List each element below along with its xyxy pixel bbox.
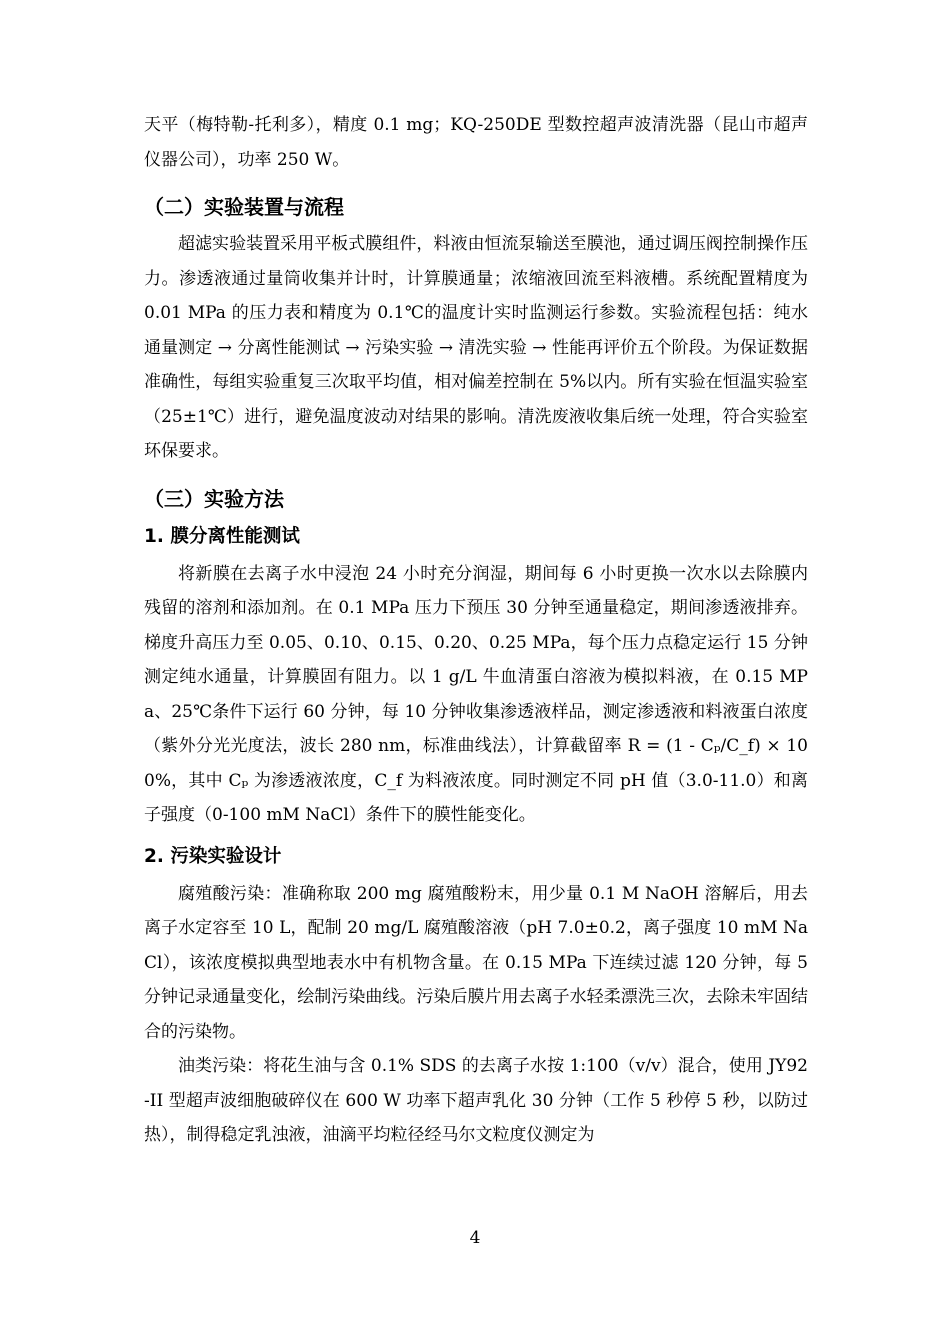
paragraph-equipment-tail: 天平（梅特勒-托利多），精度 0.1 mg；KQ-250DE 型数控超声波清洗器（昆山市超声仪器公司），功率 250 W。 [144, 115, 808, 170]
page-content [144, 108, 808, 1153]
section-heading-apparatus: （二）实验装置与流程 [144, 195, 344, 219]
paragraph-humic-fouling: 腐殖酸污染：准确称取 200 mg 腐殖酸粉末，用少量 0.1 M NaOH 溶解后，用去离子水定容至 10 L，配制 20 mg/L 腐殖酸溶液（pH 7.0±0.2，离子强度 10 mM NaCl），该浓度模拟典型地表水中有机物含量。在 0.15 MPa 下连续过滤 120 分钟，每 5 分钟记录通量变化，绘制污染曲线。污染后膜片用去离子水轻柔漂洗三次，去除未牢固结合的污染物。 [144, 883, 808, 1042]
subsection-heading-separation: 1. 膜分离性能测试 [144, 525, 300, 547]
section-heading-methods: （三）实验方法 [144, 486, 284, 511]
paragraph-oil-fouling: 油类污染：将花生油与含 0.1% SDS 的去离子水按 1:100（v/v）混合，使用 JY92-II 型超声波细胞破碎仪在 600 W 功率下超声乳化 30 分钟（工作 5 秒停 5 秒，以防过热），制得稳定乳浊液，油滴平均粒径经马尔文粒度仪测定为 [144, 1056, 808, 1145]
paragraph-apparatus: 超滤实验装置采用平板式膜组件，料液由恒流泵输送至膜池，通过调压阀控制操作压力。渗透液通过量筒收集并计时，计算膜通量；浓缩液回流至料液槽。系统配置精度为 0.01 MPa 的压力表和精度为 0.1℃的温度计实时监测运行参数。实验流程包括：纯水通量测定 → 分离性能测试 → 污染实验 → 清洗实验 → 性能再评价五个阶段。为保证数据准确性，每组实验重复三次取平均值，相对偏差控制在 5%以内。所有实验在恒温实验室（25±1℃）进行，避免温度波动对结果的影响。清洗废液收集后统一处理，符合实验室环保要求。 [144, 234, 808, 461]
paragraph-separation-test: 将新膜在去离子水中浸泡 24 小时充分润湿，期间每 6 小时更换一次水以去除膜内残留的溶剂和添加剂。在 0.1 MPa 压力下预压 30 分钟至通量稳定，期间渗透液排弃。梯度升高压力至 0.05、0.10、0.15、0.20、0.25 MPa，每个压力点稳定运行 15 分钟测定纯水通量，计算膜固有阻力。以 1 g/L 牛血清蛋白溶液为模拟料液，在 0.15 MPa、25℃条件下运行 60 分钟，每 10 分钟收集渗透液样品，测定渗透液和料液蛋白浓度（紫外分光光度法，波长 280 nm，标准曲线法），计算截留率 R = (1 - Cₚ/C_f) × 100%，其中 Cₚ 为渗透液浓度，C_f 为料液浓度。同时测定不同 pH 值（3.0-11.0）和离子强度（0-100 mM NaCl）条件下的膜性能变化。 [144, 563, 808, 825]
page-number: 4 [469, 1228, 481, 1248]
subsection-heading-fouling: 2. 污染实验设计 [144, 845, 282, 867]
